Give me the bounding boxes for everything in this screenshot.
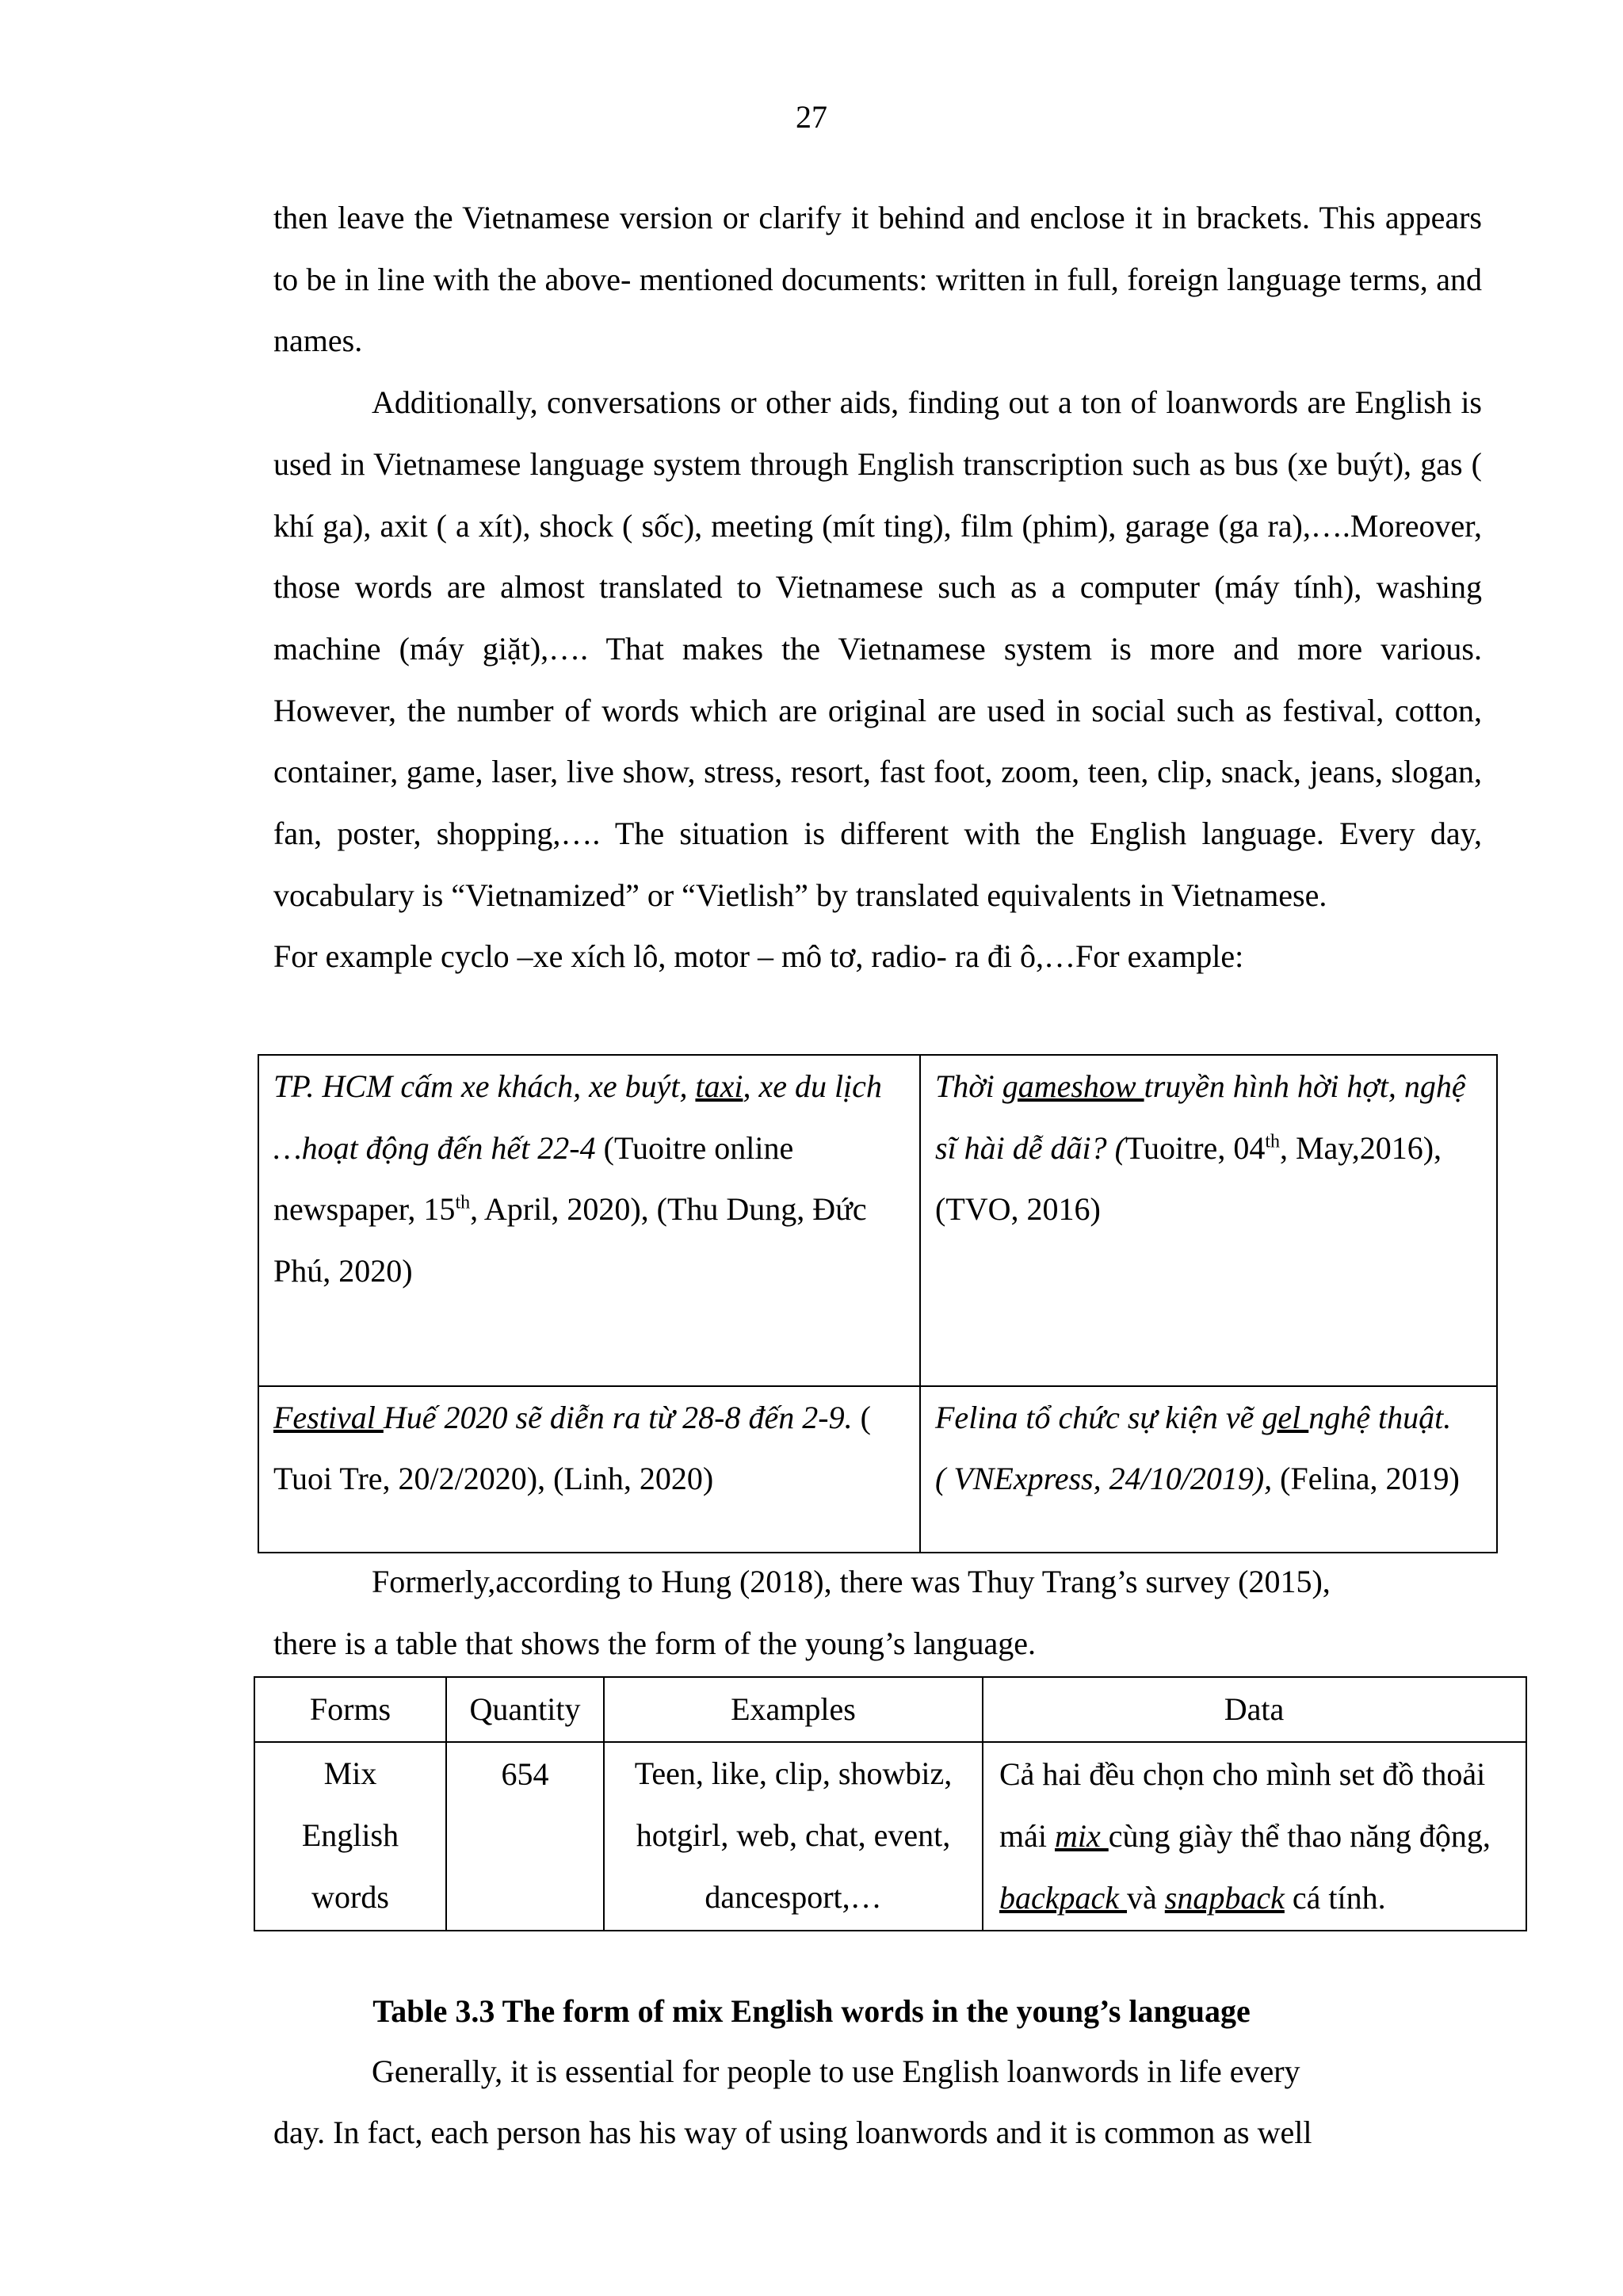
- loanword: Festival: [273, 1399, 384, 1435]
- example-cell: [258, 1055, 920, 1386]
- example-text: nghệ thuật.: [1308, 1399, 1452, 1435]
- forms-table: [254, 1676, 1527, 1931]
- citation: ( VNExpress, 24/10/2019),: [935, 1461, 1273, 1497]
- example-cell: [258, 1386, 920, 1553]
- table-caption: Table 3.3 The form of mix English words in the young’s language: [372, 1993, 1251, 2029]
- paragraph-4-continued: day. In fact, each person has his way of using loanwords and it is common as well: [273, 2115, 1312, 2150]
- column-header-forms: Forms: [254, 1677, 446, 1742]
- body-text-bottom: [273, 2041, 1482, 2163]
- examples-table: [258, 1054, 1498, 1553]
- citation: (Felina, 2019): [1272, 1461, 1460, 1497]
- loanword: taxi: [695, 1068, 743, 1104]
- forms-cell: Mix English words: [254, 1742, 446, 1931]
- example-cell: [920, 1055, 1497, 1386]
- example-text: TP. HCM cấm xe khách, xe buýt,: [273, 1068, 696, 1104]
- loanword: gameshow: [1002, 1068, 1144, 1104]
- table-row: [258, 1386, 1497, 1553]
- paragraph-2-last-line: For example cyclo –xe xích lô, motor – mô tơ, radio- ra đi ô,…For example:: [273, 938, 1244, 975]
- examples-cell: Teen, like, clip, showbiz, hotgirl, web, chat, event, dancesport,…: [604, 1742, 983, 1931]
- example-text: , xe du lịch …hoạt động đến hết 22-4: [273, 1068, 882, 1166]
- example-text: Thời: [935, 1068, 1002, 1104]
- data-text: cá tính.: [1284, 1880, 1386, 1916]
- body-text-middle: [273, 1551, 1482, 1674]
- citation: ( Tuoi Tre, 20/2/2020), (Linh, 2020): [273, 1399, 871, 1497]
- paragraph-4: Generally, it is essential for people to use English loanwords in life every: [372, 2053, 1300, 2089]
- example-text: truyền hình hời hợt, nghệ sĩ hài dễ dãi? (: [935, 1068, 1466, 1166]
- table-row: [258, 1055, 1497, 1386]
- body-text-top: [273, 187, 1482, 988]
- loanword: snapback: [1164, 1880, 1285, 1916]
- example-text: Huế 2020 sẽ diễn ra từ 28-8 đến 2-9.: [383, 1399, 853, 1435]
- example-text: Felina tổ chức sự kiện vẽ: [935, 1399, 1262, 1435]
- table-row: [254, 1742, 1526, 1931]
- citation: Tuoitre, 04: [1125, 1129, 1266, 1166]
- column-header-quantity: Quantity: [446, 1677, 604, 1742]
- data-text: Cả hai đều chọn cho mình set đồ thoải mái: [999, 1756, 1486, 1854]
- paragraph-1: then leave the Vietnamese version or clarify it behind and enclose it in brackets. This appears to be in line with the above- mentioned documents: written in full, foreign language terms, and names.: [273, 200, 1482, 359]
- column-header-data: Data: [983, 1677, 1526, 1742]
- example-cell: [920, 1386, 1497, 1553]
- data-cell: [983, 1742, 1526, 1931]
- quantity-cell: 654: [446, 1742, 604, 1931]
- column-header-examples: Examples: [604, 1677, 983, 1742]
- superscript: th: [455, 1193, 471, 1214]
- table-header-row: [254, 1677, 1526, 1742]
- citation: , May,2016), (TVO, 2016): [935, 1129, 1442, 1228]
- page-number: 27: [796, 99, 827, 135]
- data-text: cùng giày thể thao năng động,: [1108, 1818, 1491, 1854]
- citation: (Tuoitre online newspaper, 15: [273, 1129, 794, 1228]
- paragraph-2: Additionally, conversations or other aids, finding out a ton of loanwords are English is used in Vietnamese language system through English transcription such as bus (xe buýt), gas ( khí ga), axit ( a xít), shock ( sốc), meeting (mít ting), film (phim), garage (ga ra),….Moreover, those words are almost translated to Vietnamese such as a computer (máy tính), washing machine (máy giặt),…. That makes the Vietnamese system is more and more various. However, the number of words which are original are used in social such as festival, cotton, container, game, laser, live show, stress, resort, fast foot, zoom, teen, clip, snack, jeans, slogan, fan, poster, shopping,…. The situation is different with the English language. Every day, vocabulary is “Vietnamized” or “Vietlish” by translated equivalents in Vietnamese.: [273, 384, 1482, 913]
- superscript: th: [1265, 1131, 1280, 1152]
- paragraph-3-continued: there is a table that shows the form of the young’s language.: [273, 1625, 1036, 1661]
- loanword: gel: [1262, 1399, 1309, 1435]
- paragraph-3: Formerly,according to Hung (2018), there was Thuy Trang’s survey (2015),: [372, 1564, 1331, 1599]
- citation: , April, 2020), (Thu Dung, Đức Phú, 2020): [273, 1191, 867, 1289]
- loanword: mix: [1054, 1818, 1109, 1854]
- loanword: backpack: [999, 1880, 1128, 1916]
- data-text: và: [1127, 1880, 1165, 1916]
